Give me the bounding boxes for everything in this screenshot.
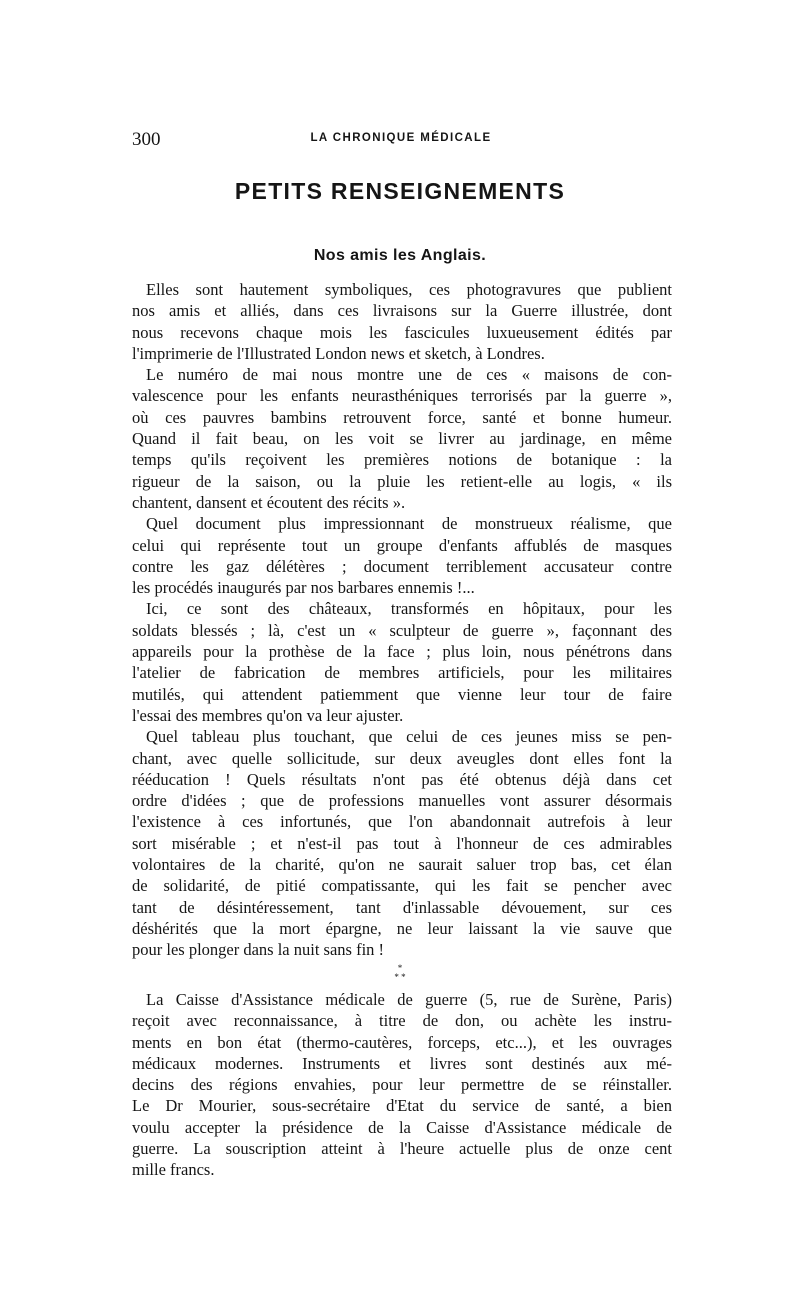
text-line: tant de désintéressement, tant d'inlassable dévouement, sur ces (132, 897, 672, 917)
text-line: Le Dr Mourier, sous-secrétaire d'Etat du service de santé, a bien (132, 1096, 672, 1116)
text-line: médicaux modernes. Instruments et livres sont destinés aux mé- (132, 1053, 672, 1073)
text-line: chantent, dansent et écoutent des récits ». (132, 492, 406, 512)
text-line: La Caisse d'Assistance médicale de guerre (5, rue de Surène, Paris) (146, 990, 672, 1009)
text-line: les procédés inaugurés par nos barbares ennemis !... (132, 578, 475, 598)
text-line: reçoit avec reconnaissance, à titre de don, ou achète les instru- (132, 1011, 672, 1031)
paragraph (132, 279, 672, 364)
running-title: LA CHRONIQUE MÉDICALE (310, 132, 492, 144)
paragraph (132, 598, 672, 726)
text-line: valescence pour les enfants neurasthéniques terrorisés par la guerre », (132, 386, 672, 406)
notice-body (132, 989, 672, 1181)
text-line: chant, avec quelle sollicitude, sur deux aveugles dont elles font la (132, 748, 672, 768)
paragraph (132, 513, 672, 598)
text-line: voulu accepter la présidence de la Caisse d'Assistance médicale de (132, 1117, 672, 1137)
paragraph (132, 726, 672, 960)
paragraph (132, 989, 672, 1181)
running-head (132, 128, 670, 152)
text-line: pour les plonger dans la nuit sans fin ! (132, 940, 385, 960)
text-line: Quel document plus impressionnant de monstrueux réalisme, que (146, 514, 672, 534)
text-line: ments en bon état (thermo-cautères, forceps, etc...), et les ouvrages (132, 1032, 672, 1052)
text-line: nous recevons chaque mois les fascicules luxueusement édités par (132, 322, 672, 342)
text-line: l'existence à ces infortunés, que l'on abandonnait autrefois à leur (132, 812, 672, 832)
text-line: mutilés, qui attendent patiemment que vienne leur tour de faire (132, 684, 672, 704)
text-line: guerre. La souscription atteint à l'heure actuelle plus de onze cent (132, 1139, 672, 1159)
text-line: Ici, ce sont des châteaux, transformés en hôpitaux, pour les (146, 599, 672, 619)
text-line: Le numéro de mai nous montre une de ces « maisons de con- (146, 365, 672, 385)
article-title: Nos amis les Anglais. (313, 247, 487, 264)
text-line: Elles sont hautement symboliques, ces photogravures que publient (146, 280, 672, 299)
asterism-separator (0, 964, 800, 982)
page-number: 300 (132, 129, 161, 150)
asterism-top: * (397, 963, 403, 973)
text-line: temps qu'ils reçoivent les premières notions de botanique : la (132, 450, 672, 470)
paragraph (132, 364, 672, 513)
text-line: contre les gaz délétères ; document terriblement accusateur contre (132, 556, 672, 576)
section-title: PETITS RENSEIGNEMENTS (234, 178, 566, 204)
text-line: sort misérable ; et n'est-il pas tout à l'honneur de ces admirables (132, 833, 672, 853)
text-line: celui qui représente tout un groupe d'enfants affublés de masques (132, 535, 672, 555)
text-line: de solidarité, de pitié compatissante, qui les fait se pencher avec (132, 876, 672, 896)
text-line: Quand il fait beau, on les voit se livrer au jardinage, en même (132, 429, 672, 449)
text-line: ordre d'idées ; que de professions manuelles vont assurer désormais (132, 791, 672, 811)
text-line: mille francs. (132, 1160, 215, 1180)
text-line: Quel tableau plus touchant, que celui de ces jeunes miss se pen- (146, 727, 672, 747)
text-line: rigueur de la saison, ou la pluie les retient-elle au logis, « ils (132, 471, 672, 491)
text-line: nos amis et alliés, dans ces livraisons sur la Guerre illustrée, dont (132, 301, 672, 321)
text-line: soldats blessés ; là, c'est un « sculpteur de guerre », façonnant des (132, 620, 672, 640)
text-line: l'imprimerie de l'Illustrated London news et sketch, à Londres. (132, 343, 545, 363)
text-line: appareils pour la prothèse de la face ; plus loin, nous pénétrons dans (132, 642, 672, 662)
asterism-bottom: * * (394, 972, 406, 982)
article-body (132, 279, 672, 961)
text-line: l'atelier de fabrication de membres artificiels, pour les militaires (132, 663, 672, 683)
text-line: volontaires de la charité, qu'on ne saurait saluer trop bas, cet élan (132, 855, 672, 875)
text-line: où ces pauvres bambins retrouvent force, santé et bonne humeur. (132, 407, 672, 427)
text-line: déshérités que la mort épargne, ne leur laissant la vie sauve que (132, 918, 672, 938)
text-line: rééducation ! Quels résultats n'ont pas été obtenus déjà dans cet (132, 769, 672, 789)
text-line: l'essai des membres qu'on va leur ajuster. (132, 705, 404, 725)
text-line: decins des régions envahies, pour leur permettre de se réinstaller. (132, 1075, 672, 1095)
